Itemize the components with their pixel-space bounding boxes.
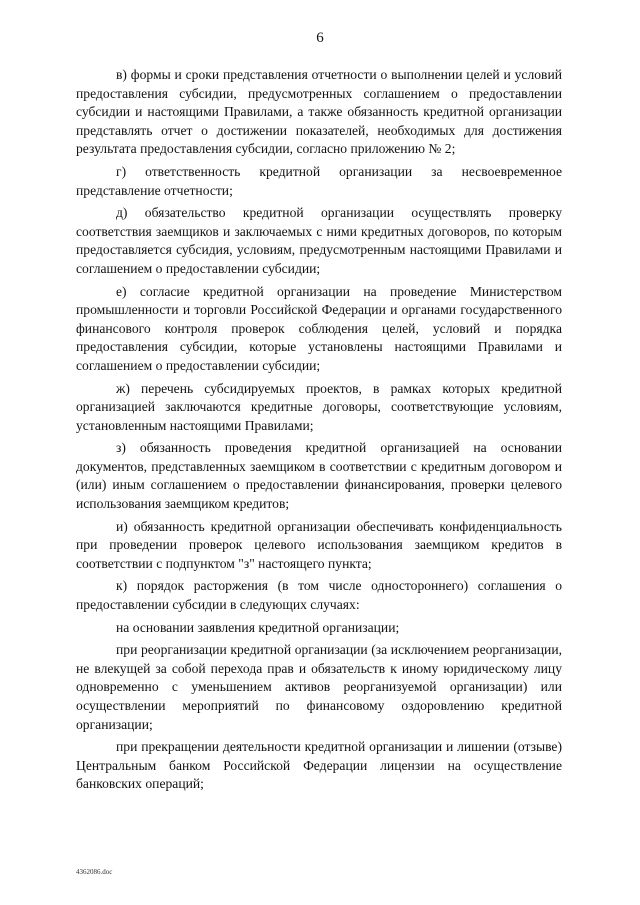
paragraph-z: з) обязанность проведения кредитной организацией на основании документов, представленных заемщиком в соответствии с кредитным договором и (или) иным соглашением о предоставлении финансирования, проверки целевого использования заемщиком кредитов; (76, 440, 562, 512)
paragraph-d: д) обязательство кредитной организации осуществлять проверку соответствия заемщиков и заключаемых с ними кредитных договоров, по которым предоставляется субсидия, условиям, предусмотренным настоящими Правилами и соглашением о предоставлении субсидии; (76, 205, 562, 276)
paragraph-k-case-1: на основании заявления кредитной организации; (116, 619, 400, 635)
paragraph-e: е) согласие кредитной организации на проведение Министерством промышленности и торговли Российской Федерации и органами государственного финансового контроля проверок соблюдения целей, условий и порядка предоставления субсидии, которые установлены настоящими Правилами и соглашением о предоставлении субсидии; (76, 283, 562, 373)
paragraph-k: к) порядок расторжения (в том числе одностороннего) соглашения о предоставлении субсидии в следующих случаях: (76, 578, 562, 613)
paragraph-k-case-3: при прекращении деятельности кредитной организации и лишении (отзыве) Центральным банком Российской Федерации лицензии на осуществление банковских операций; (76, 739, 562, 792)
paragraph-k-case-2: при реорганизации кредитной организации (за исключением реорганизации, не влекущей за собой перехода прав и обязательств к иному юридическому лицу одновременно с уменьшением активов реорганизуемой организации) или осуществлении мероприятий по финансовому оздоровлению кредитной организации; (76, 642, 562, 732)
paragraph-g: г) ответственность кредитной организации за несвоевременное представление отчетности; (76, 163, 562, 198)
paragraph-v: в) формы и сроки представления отчетности о выполнении целей и условий предоставления субсидии, предусмотренных соглашением о предоставлении субсидии и настоящими Правилами, а также обязанность кредитной организации представлять отчет о достижении показателей, необходимых для достижения результата предоставления субсидии, согласно приложению № 2; (76, 67, 562, 157)
document-filename: 4362086.doc (76, 868, 113, 876)
document-body (76, 66, 562, 798)
paragraph-zh: ж) перечень субсидируемых проектов, в рамках которых кредитной организацией заключаются кредитные договоры, соответствующие условиям, установленным настоящими Правилами; (76, 380, 562, 433)
page-number: 6 (316, 30, 324, 46)
paragraph-i: и) обязанность кредитной организации обеспечивать конфиденциальность при проведении проверок целевого использования заемщиком кредитов в соответствии с подпунктом "з" настоящего пункта; (76, 518, 562, 571)
